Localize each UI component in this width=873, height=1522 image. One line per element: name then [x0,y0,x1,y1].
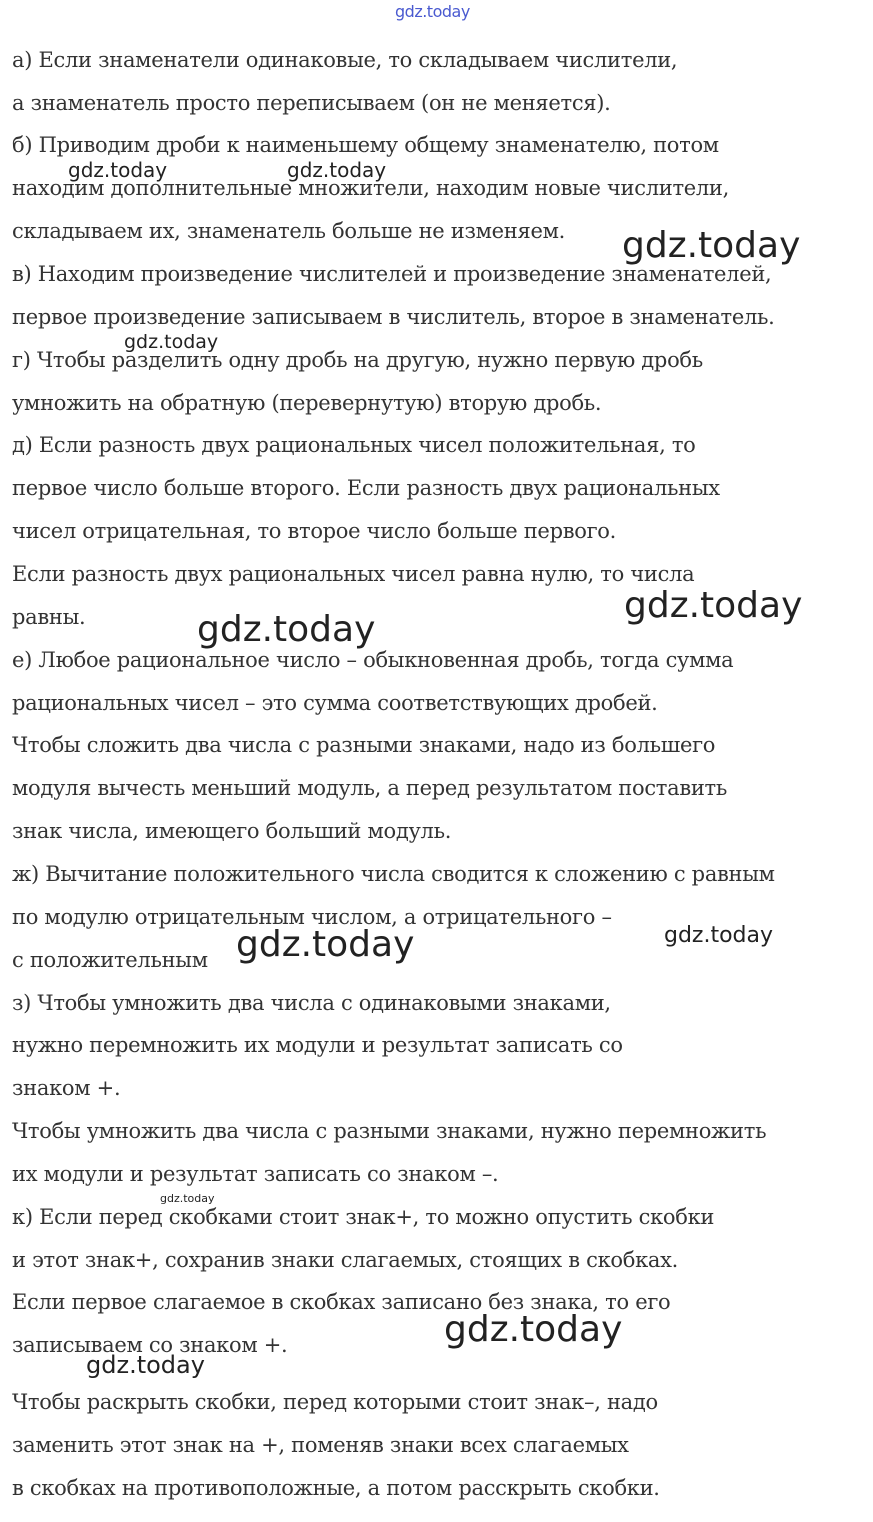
text-line: в) Находим произведение числителей и произведение знаменателей, [12,262,772,286]
text-line: и этот знак+, сохранив знаки слагаемых, стоящих в скобках. [12,1248,679,1272]
text-line: к) Если перед скобками стоит знак+, то можно опустить скобки [12,1205,715,1229]
watermark: gdz.today [236,924,415,965]
text-line: е) Любое рациональное число – обыкновенная дробь, тогда сумма [12,648,734,672]
text-line: а знаменатель просто переписываем (он не меняется). [12,91,611,115]
text-line: д) Если разность двух рациональных чисел положительная, то [12,433,696,457]
text-line: находим дополнительные множители, находим новые числители, [12,176,729,200]
text-line: а) Если знаменатели одинаковые, то складываем числители, [12,48,678,72]
text-line: первое число больше второго. Если разность двух рациональных [12,476,720,500]
text-line: складываем их, знаменатель больше не изменяем. [12,219,565,243]
text-line: Чтобы умножить два числа с разными знаками, нужно перемножить [12,1119,767,1143]
text-line: Чтобы раскрыть скобки, перед которыми стоит знак–, надо [12,1390,658,1414]
text-line: равны. [12,605,86,629]
watermark: gdz.today [160,1192,215,1205]
text-line: модуля вычесть меньший модуль, а перед результатом поставить [12,776,728,800]
watermark: gdz.today [622,225,801,266]
text-line: умножить на обратную (перевернутую) вторую дробь. [12,391,602,415]
text-line: чисел отрицательная, то второе число больше первого. [12,519,616,543]
watermark: gdz.today [624,585,803,626]
text-line: г) Чтобы разделить одну дробь на другую, нужно первую дробь [12,348,703,372]
watermark: gdz.today [68,158,168,182]
watermark: gdz.today [197,609,376,650]
watermark-top: gdz.today [395,2,470,21]
text-line: их модули и результат записать со знаком –. [12,1162,499,1186]
text-line: знаком +. [12,1076,121,1100]
text-line: первое произведение записываем в числитель, второе в знаменатель. [12,305,775,329]
text-line: з) Чтобы умножить два числа с одинаковыми знаками, [12,991,611,1015]
watermark: gdz.today [86,1351,205,1379]
watermark: gdz.today [444,1309,623,1350]
watermark: gdz.today [124,331,219,353]
text-line: записываем со знаком +. [12,1333,288,1357]
text-line: заменить этот знак на +, поменяв знаки всех слагаемых [12,1433,629,1457]
text-line: нужно перемножить их модули и результат записать со [12,1033,623,1057]
text-line: ж) Вычитание положительного числа сводится к сложению с равным [12,862,775,886]
text-line: Если разность двух рациональных чисел равна нулю, то числа [12,562,695,586]
text-line: Если первое слагаемое в скобках записано без знака, то его [12,1290,671,1314]
text-line: рациональных чисел – это сумма соответствующих дробей. [12,691,658,715]
watermark: gdz.today [287,158,387,182]
text-line: с положительным [12,948,208,972]
text-line: знак числа, имеющего больший модуль. [12,819,452,843]
text-line: по модулю отрицательным числом, а отрицательного – [12,905,612,929]
text-line: б) Приводим дроби к наименьшему общему знаменателю, потом [12,133,719,157]
text-line: в скобках на противоположные, а потом расскрыть скобки. [12,1476,660,1500]
text-line: Чтобы сложить два числа с разными знаками, надо из большего [12,733,716,757]
watermark: gdz.today [664,923,774,948]
